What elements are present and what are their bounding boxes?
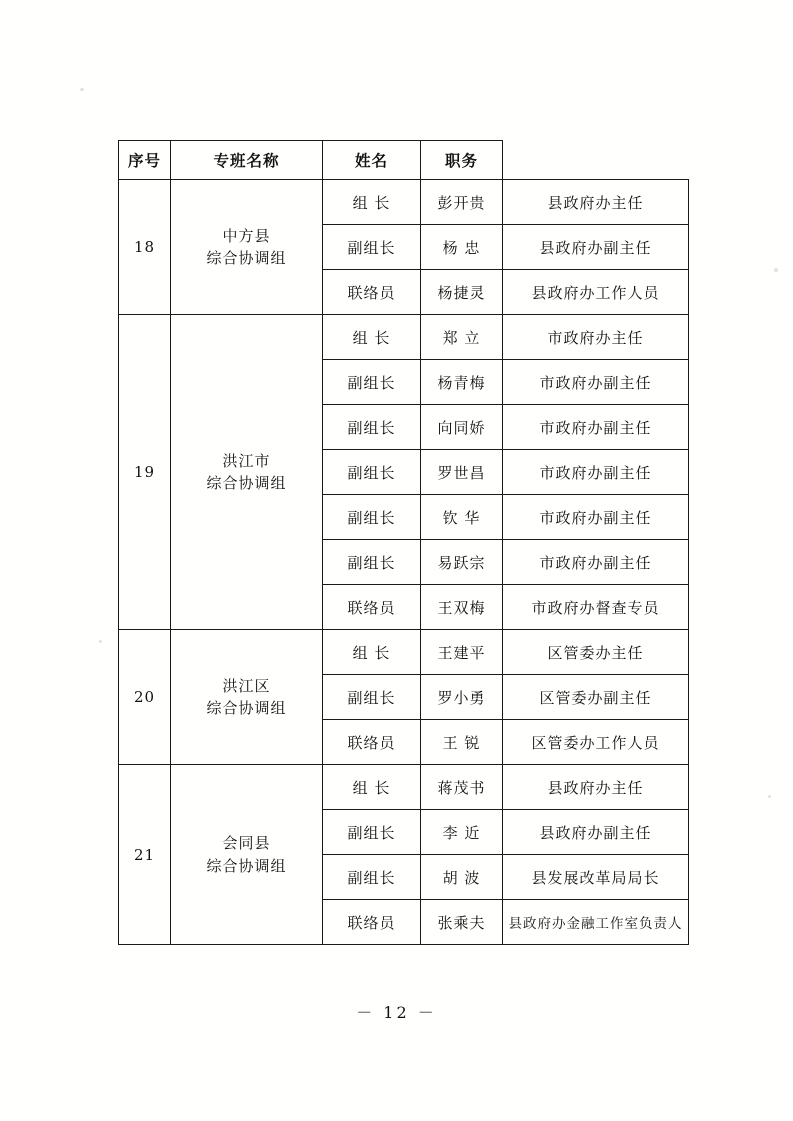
role-cell: 组 长 (323, 765, 421, 810)
scan-speckle (774, 268, 778, 272)
job-title-cell: 市政府办副主任 (503, 495, 689, 540)
job-title-cell: 市政府办副主任 (503, 360, 689, 405)
group-name-line2: 综合协调组 (206, 249, 287, 267)
job-title-cell: 市政府办副主任 (503, 450, 689, 495)
person-name-cell: 王 锐 (421, 720, 503, 765)
scan-speckle (80, 88, 84, 91)
job-title-cell: 市政府办副主任 (503, 405, 689, 450)
person-name-cell: 罗小勇 (421, 675, 503, 720)
column-header-title: 职务 (421, 141, 503, 180)
person-name-cell: 王建平 (421, 630, 503, 675)
group-name-cell (171, 180, 323, 315)
table-header (119, 141, 689, 180)
job-title-cell: 县政府办工作人员 (503, 270, 689, 315)
group-no-cell: 21 (119, 765, 171, 945)
person-name-cell: 王双梅 (421, 585, 503, 630)
role-cell: 组 长 (323, 315, 421, 360)
person-name-cell: 张乘夫 (421, 900, 503, 945)
job-title-cell: 区管委办主任 (503, 630, 689, 675)
person-name-cell: 杨捷灵 (421, 270, 503, 315)
group-name-cell (171, 315, 323, 630)
role-cell: 组 长 (323, 630, 421, 675)
person-name-cell: 罗世昌 (421, 450, 503, 495)
role-cell: 联络员 (323, 585, 421, 630)
table-header-row (119, 141, 689, 180)
table-body (119, 180, 689, 945)
person-name-cell: 钦 华 (421, 495, 503, 540)
group-name-line1: 中方县 (222, 226, 271, 245)
person-name-cell: 郑 立 (421, 315, 503, 360)
role-cell: 副组长 (323, 495, 421, 540)
page-number-text: － 12 － (356, 1003, 437, 1022)
job-title-cell: 区管委办副主任 (503, 675, 689, 720)
table-row (119, 315, 689, 360)
job-title-cell: 县政府办主任 (503, 180, 689, 225)
job-title-cell: 市政府办主任 (503, 315, 689, 360)
person-name-cell: 杨 忠 (421, 225, 503, 270)
group-name-line1: 洪江市 (222, 451, 271, 470)
group-no-cell: 19 (119, 315, 171, 630)
role-cell: 副组长 (323, 360, 421, 405)
person-name-cell: 向同娇 (421, 405, 503, 450)
personnel-table-container (118, 140, 688, 945)
group-name-cell (171, 765, 323, 945)
table-row (119, 180, 689, 225)
column-header-group-name: 专班名称 (171, 141, 323, 180)
scan-speckle (99, 640, 102, 643)
role-cell: 副组长 (323, 675, 421, 720)
table-row (119, 765, 689, 810)
column-header-name: 姓名 (323, 141, 421, 180)
role-cell: 副组长 (323, 405, 421, 450)
group-name-line1: 会同县 (222, 834, 271, 852)
scan-speckle (768, 795, 771, 798)
role-cell: 联络员 (323, 900, 421, 945)
group-no-cell: 18 (119, 180, 171, 315)
job-title-cell: 市政府办副主任 (503, 540, 689, 585)
group-no-cell: 20 (119, 630, 171, 765)
group-name-cell (171, 630, 323, 765)
role-cell: 组 长 (323, 180, 421, 225)
personnel-table (118, 140, 689, 945)
job-title-cell: 县政府办金融工作室负责人 (503, 900, 689, 945)
role-cell: 联络员 (323, 270, 421, 315)
person-name-cell: 易跃宗 (421, 540, 503, 585)
group-name-line2: 综合协调组 (206, 856, 287, 875)
group-name-line2: 综合协调组 (206, 699, 287, 717)
role-cell: 副组长 (323, 540, 421, 585)
job-title-cell: 区管委办工作人员 (503, 720, 689, 765)
role-cell: 副组长 (323, 450, 421, 495)
group-name-line1: 洪江区 (222, 676, 271, 695)
person-name-cell: 彭开贵 (421, 180, 503, 225)
page-number (0, 1000, 793, 1023)
group-name-line2: 综合协调组 (206, 474, 287, 492)
person-name-cell: 李 近 (421, 810, 503, 855)
job-title-cell: 县政府办副主任 (503, 810, 689, 855)
column-header-no: 序号 (119, 141, 171, 180)
role-cell: 联络员 (323, 720, 421, 765)
person-name-cell: 胡 波 (421, 855, 503, 900)
job-title-cell: 县政府办副主任 (503, 225, 689, 270)
person-name-cell: 蒋茂书 (421, 765, 503, 810)
job-title-cell: 县政府办主任 (503, 765, 689, 810)
table-row (119, 630, 689, 675)
job-title-cell: 市政府办督查专员 (503, 585, 689, 630)
job-title-cell: 县发展改革局局长 (503, 855, 689, 900)
person-name-cell: 杨青梅 (421, 360, 503, 405)
role-cell: 副组长 (323, 810, 421, 855)
role-cell: 副组长 (323, 225, 421, 270)
role-cell: 副组长 (323, 855, 421, 900)
